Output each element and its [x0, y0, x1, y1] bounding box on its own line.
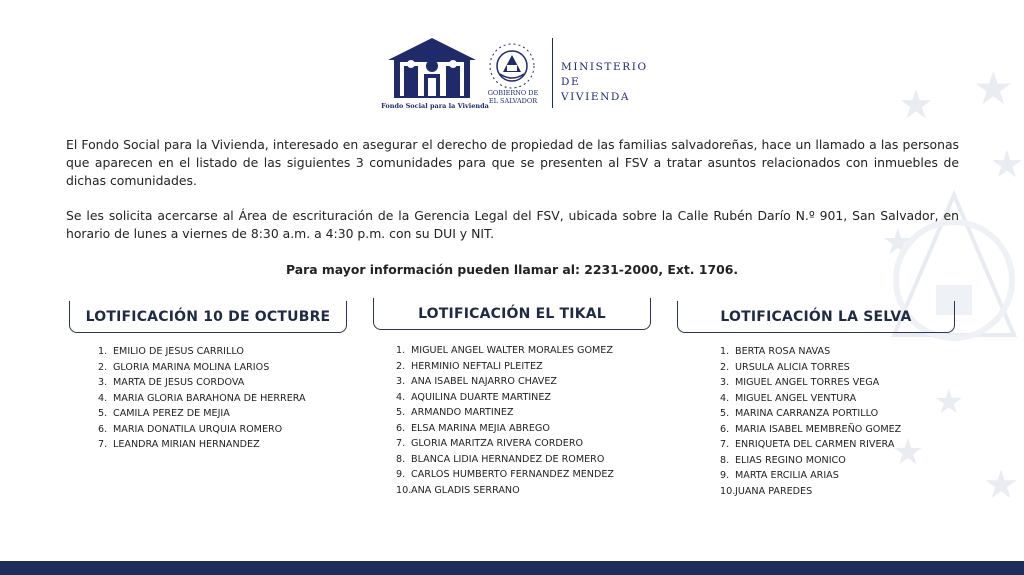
list-item [98, 422, 306, 438]
column-title-el-tikal: LOTIFICACIÓN EL TIKAL [373, 298, 651, 330]
star-icon: ★ [972, 61, 1014, 115]
list-item [396, 390, 614, 406]
ministry-line2: DE VIVIENDA [561, 76, 631, 103]
instructions-paragraph: Se les solicita acercarse al Área de escrituración de la Gerencia Legal del FSV, ubicada sobre la Calle Rubén Darío N.º 901, San Salvador, en horario de lunes a viernes de 8:30 a.m. a 4:30 p.m. con su DUI y NIT. [66, 208, 959, 241]
item-number: 6. [720, 423, 730, 435]
item-name: MIGUEL ANGEL VENTURA [735, 392, 857, 404]
names-list-el-tikal [396, 343, 614, 498]
list-item [396, 452, 614, 468]
item-name: BERTA ROSA NAVAS [735, 346, 831, 357]
item-name: GLORIA MARINA MOLINA LARIOS [113, 361, 270, 373]
item-number: 2. [98, 361, 108, 373]
ministry-line1: MINISTERIO [561, 61, 648, 73]
column-title-10-de-octubre: LOTIFICACIÓN 10 DE OCTUBRE [69, 301, 347, 333]
names-list-10-de-octubre [98, 344, 306, 453]
header [381, 36, 654, 112]
list-item [98, 360, 306, 376]
list-item [396, 421, 614, 437]
item-name: URSULA ALICIA TORRES [735, 361, 850, 373]
list-item [396, 405, 614, 421]
item-name: ANA ISABEL NAJARRO CHAVEZ [411, 376, 558, 387]
item-number: 7. [98, 439, 108, 450]
list-item [720, 375, 901, 391]
star-icon: ★ [898, 82, 934, 128]
item-number: 1. [98, 346, 108, 357]
footer-bar [0, 561, 1024, 575]
item-number: 10. [396, 484, 412, 496]
item-name: ARMANDO MARTINEZ [411, 407, 514, 418]
star-icon: ★ [989, 142, 1024, 186]
item-name: MARIA ISABEL MEMBREÑO GOMEZ [735, 423, 902, 435]
star-icon: ★ [891, 432, 924, 473]
item-name: MARTA DE JESUS CORDOVA [113, 377, 245, 388]
item-name: CAMILA PEREZ DE MEJIA [113, 408, 230, 419]
star-icon: ★ [933, 382, 964, 422]
list-item [720, 406, 901, 422]
item-name: ELIAS REGINO MONICO [735, 454, 846, 466]
list-item [720, 344, 901, 360]
government-caption-line2: EL SALVADOR [488, 97, 538, 105]
item-number: 8. [720, 454, 730, 466]
item-number: 1. [396, 345, 406, 356]
ministry-name [561, 60, 654, 105]
item-number: 4. [98, 392, 108, 404]
list-item [98, 406, 306, 422]
item-name: GLORIA MARITZA RIVERA CORDERO [411, 438, 584, 449]
item-number: 8. [396, 453, 406, 465]
item-name: MIGUEL ANGEL TORRES VEGA [735, 377, 880, 388]
contact-line: Para mayor información pueden llamar al: 2231-2000, Ext. 1706. [285, 262, 739, 277]
column-title-la-selva: LOTIFICACIÓN LA SELVA [677, 301, 955, 333]
item-number: 5. [98, 408, 108, 419]
item-name: CARLOS HUMBERTO FERNANDEZ MENDEZ [411, 469, 614, 480]
item-number: 6. [396, 422, 406, 434]
list-item [98, 344, 306, 360]
government-caption [484, 89, 542, 105]
item-name: MARIA DONATILA URQUIA ROMERO [113, 423, 283, 435]
list-item [98, 375, 306, 391]
header-divider [552, 38, 553, 108]
item-name: ELSA MARINA MEJIA ABREGO [411, 422, 550, 434]
list-item [720, 468, 901, 484]
item-number: 2. [720, 361, 730, 373]
el-salvador-seal-icon [488, 42, 536, 90]
list-item [720, 484, 901, 500]
item-number: 10. [720, 485, 736, 497]
names-list-la-selva [720, 344, 901, 499]
item-name: HERMINIO NEFTALI PLEITEZ [411, 360, 543, 372]
item-name: ANA GLADIS SERRANO [411, 484, 520, 496]
item-name: MIGUEL ANGEL WALTER MORALES GOMEZ [411, 345, 613, 356]
list-item [720, 453, 901, 469]
fsv-logo [384, 36, 480, 112]
item-number: 4. [720, 392, 730, 404]
list-item [98, 391, 306, 407]
item-number: 3. [720, 377, 730, 388]
list-item [720, 437, 901, 453]
list-item [396, 436, 614, 452]
star-icon: ★ [881, 222, 914, 263]
list-item [98, 437, 306, 453]
government-caption-line1: GOBIERNO DE [487, 89, 539, 97]
list-item [720, 360, 901, 376]
item-name: ENRIQUETA DEL CARMEN RIVERA [735, 439, 895, 450]
list-item [396, 359, 614, 375]
item-number: 4. [396, 391, 406, 403]
item-number: 9. [720, 470, 730, 481]
item-name: MARIA GLORIA BARAHONA DE HERRERA [113, 392, 306, 404]
item-name: MARTA ERCILIA ARIAS [735, 470, 839, 481]
item-name: BLANCA LIDIA HERNANDEZ DE ROMERO [411, 453, 605, 465]
item-number: 7. [396, 438, 406, 449]
item-number: 6. [98, 423, 108, 435]
item-number: 1. [720, 346, 730, 357]
list-item [720, 422, 901, 438]
list-item [396, 467, 614, 483]
list-item [720, 391, 901, 407]
list-item [396, 483, 614, 499]
item-name: LEANDRA MIRIAN HERNANDEZ [113, 439, 260, 450]
item-number: 9. [396, 469, 406, 480]
list-item [396, 343, 614, 359]
item-number: 5. [720, 408, 730, 419]
item-number: 5. [396, 407, 406, 418]
fsv-logo-caption: Fondo Social para la Vivienda [381, 102, 489, 110]
intro-paragraph: El Fondo Social para la Vivienda, interesado en asegurar el derecho de propiedad de las familias salvadoreñas, hace un llamado a las personas que aparecen en el listado de las siguientes 3 comunidades para que se presenten al FSV a tratar asuntos relacionados con inmuebles de dichas comunidades. [66, 137, 959, 188]
item-name: EMILIO DE JESUS CARRILLO [113, 346, 244, 357]
item-number: 3. [396, 376, 406, 387]
list-item [396, 374, 614, 390]
item-number: 7. [720, 439, 730, 450]
item-name: AQUILINA DUARTE MARTINEZ [411, 391, 551, 403]
item-name: JUANA PAREDES [735, 485, 813, 497]
item-name: MARINA CARRANZA PORTILLO [735, 408, 879, 419]
item-number: 3. [98, 377, 108, 388]
item-number: 2. [396, 360, 406, 372]
star-icon: ★ [983, 462, 1019, 508]
